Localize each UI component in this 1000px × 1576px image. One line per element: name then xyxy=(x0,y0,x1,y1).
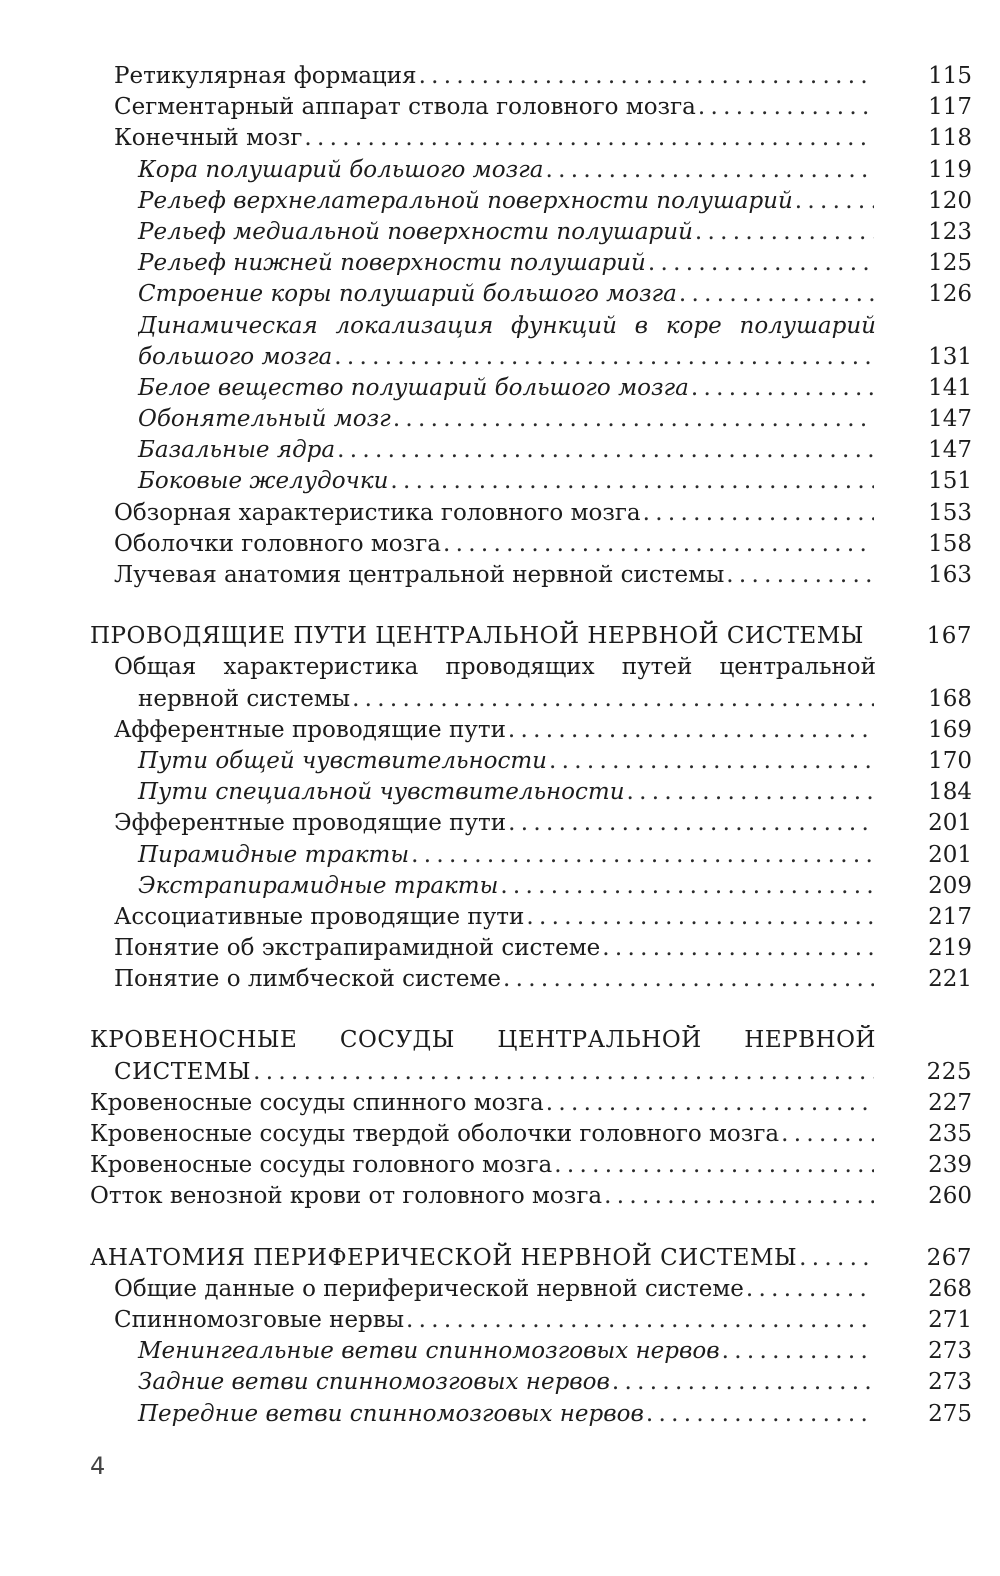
toc-entry-page: 125 xyxy=(928,250,972,277)
table-of-contents xyxy=(90,61,972,1430)
toc-entry-page: 158 xyxy=(928,530,972,557)
toc-entry-title: Обонятельный мозг xyxy=(138,406,391,433)
toc-entry xyxy=(90,92,972,123)
leader-dots xyxy=(722,1336,874,1367)
toc-entry-title: Понятие о лимбческой системе xyxy=(114,966,502,993)
page-number: 4 xyxy=(90,1452,106,1480)
toc-subentry xyxy=(90,404,972,435)
toc-entry-title: Кровеносные сосуды спинного мозга xyxy=(90,1089,544,1116)
leader-dots xyxy=(411,840,874,871)
toc-subentry xyxy=(90,1367,972,1398)
toc-entry-title: Экстрапирамидные тракты xyxy=(138,872,499,899)
toc-entry-title: Сегментарный аппарат ствола головного мозга xyxy=(114,94,696,121)
section-page: 225 xyxy=(926,1058,972,1085)
toc-entry-page: 275 xyxy=(928,1400,972,1427)
toc-entry-title: Пути специальной чувствительности xyxy=(138,779,625,806)
toc-entry-page: 260 xyxy=(928,1183,972,1210)
leader-dots xyxy=(334,342,874,373)
leader-dots xyxy=(695,217,874,248)
toc-entry-title-line2: большого мозга xyxy=(138,343,333,370)
toc-entry-title: Ассоциативные проводящие пути xyxy=(114,903,525,930)
toc-entry-title: Афферентные проводящие пути xyxy=(114,716,506,743)
leader-dots xyxy=(799,1243,874,1274)
toc-entry-page: 209 xyxy=(928,872,972,899)
leader-dots xyxy=(746,1274,874,1305)
toc-subentry xyxy=(90,466,972,497)
leader-dots xyxy=(337,435,874,466)
toc-entry xyxy=(90,1274,972,1305)
leader-dots xyxy=(554,1150,874,1181)
toc-entry-page: 118 xyxy=(928,125,972,152)
toc-subentry-multiline xyxy=(90,311,972,373)
toc-entry-page: 239 xyxy=(928,1152,972,1179)
leader-dots xyxy=(612,1367,874,1398)
leader-dots xyxy=(602,933,874,964)
leader-dots xyxy=(503,964,874,995)
leader-dots xyxy=(795,186,874,217)
toc-entry-title: Пути общей чувствительности xyxy=(138,747,547,774)
section-title-line2-row xyxy=(90,1057,972,1088)
leader-dots xyxy=(691,373,874,404)
toc-subentry xyxy=(90,155,972,186)
section-title: АНАТОМИЯ ПЕРИФЕРИЧЕСКОЙ НЕРВНОЙ СИСТЕМЫ xyxy=(90,1244,798,1271)
toc-entry-page: 219 xyxy=(928,935,972,962)
toc-entry xyxy=(90,529,972,560)
leader-dots xyxy=(443,529,874,560)
toc-entry-page: 147 xyxy=(928,437,972,464)
toc-entry xyxy=(90,1088,972,1119)
leader-dots xyxy=(508,808,874,839)
toc-entry-multiline xyxy=(90,652,972,714)
toc-entry-title: Пирамидные тракты xyxy=(138,841,410,868)
section-gap xyxy=(90,1213,972,1243)
leader-dots xyxy=(627,777,874,808)
leader-dots xyxy=(648,248,874,279)
toc-entry xyxy=(90,902,972,933)
toc-entry-title: Ретикулярная формация xyxy=(114,63,417,89)
toc-entry-page: 120 xyxy=(928,187,972,214)
toc-entry-line2 xyxy=(138,342,972,373)
toc-entry-page: 273 xyxy=(928,1369,972,1396)
toc-entry-page: 235 xyxy=(928,1121,972,1147)
toc-entry-page: 201 xyxy=(928,810,972,837)
section-gap xyxy=(90,591,972,621)
leader-dots xyxy=(352,684,874,715)
leader-dots xyxy=(500,871,874,902)
toc-entry-title-line2: нервной системы xyxy=(138,685,351,712)
toc-entry-title-line1 xyxy=(138,311,876,342)
toc-entry-page: 115 xyxy=(928,63,972,89)
toc-entry-page: 268 xyxy=(928,1275,972,1302)
toc-entry-page: 163 xyxy=(928,562,972,588)
toc-subentry xyxy=(90,777,972,808)
toc-entry-title: Оболочки головного мозга xyxy=(114,530,441,557)
toc-entry-line2 xyxy=(114,684,972,715)
section-title: ПРОВОДЯЩИЕ ПУТИ ЦЕНТРАЛЬНОЙ НЕРВНОЙ СИСТЕМЫ xyxy=(90,623,864,650)
toc-subentry xyxy=(90,871,972,902)
toc-entry-page: 170 xyxy=(928,747,972,774)
toc-subentry xyxy=(90,373,972,404)
leader-dots xyxy=(393,404,874,435)
toc-entry-title: Обзорная характеристика головного мозга xyxy=(114,499,641,526)
toc-entry-page: 141 xyxy=(928,374,972,401)
toc-entry-page: 117 xyxy=(928,94,972,121)
toc-entry-page: 131 xyxy=(928,343,972,370)
toc-entry-title: Передние ветви спинномозговых нервов xyxy=(138,1400,644,1427)
toc-entry-title: Рельеф верхнелатеральной поверхности полушарий xyxy=(138,187,793,214)
toc-entry-page: 119 xyxy=(928,156,972,183)
toc-entry-title: Общие данные о периферической нервной системе xyxy=(114,1275,744,1302)
toc-entry-title: Менингеальные ветви спинномозговых нервов xyxy=(138,1338,720,1365)
leader-dots xyxy=(604,1181,874,1212)
toc-entry-title: Строение коры полушарий большого мозга xyxy=(138,281,677,308)
toc-entry xyxy=(90,964,972,995)
toc-entry xyxy=(90,1119,972,1150)
toc-entry-title: Эфферентные проводящие пути xyxy=(114,810,507,837)
toc-entry-title-text: Общая характеристика проводящих путей центральной xyxy=(114,654,876,681)
section-page: 267 xyxy=(926,1244,972,1271)
leader-dots xyxy=(526,902,874,933)
toc-subentry xyxy=(90,186,972,217)
toc-entry-title-text: Динамическая локализация функций в коре полушарий xyxy=(138,312,876,339)
toc-section-heading xyxy=(90,1243,972,1274)
section-title-text: КРОВЕНОСНЫЕ СОСУДЫ ЦЕНТРАЛЬНОЙ НЕРВНОЙ xyxy=(90,1027,876,1054)
toc-entry-title: Боковые желудочки xyxy=(138,468,389,495)
toc-entry-page: 201 xyxy=(928,841,972,868)
toc-subentry xyxy=(90,840,972,871)
leader-dots xyxy=(253,1057,874,1088)
toc-entry-title: Рельеф медиальной поверхности полушарий xyxy=(138,218,693,245)
toc-entry-page: 151 xyxy=(928,468,972,495)
toc-entry xyxy=(90,1181,972,1212)
leader-dots xyxy=(646,1399,874,1430)
toc-entry-title: Кровеносные сосуды твердой оболочки головного мозга xyxy=(90,1121,780,1147)
toc-entry-title: Кровеносные сосуды головного мозга xyxy=(90,1152,553,1179)
toc-entry-title: Конечный мозг xyxy=(114,125,303,152)
toc-entry xyxy=(90,498,972,529)
toc-entry-page: 184 xyxy=(928,779,972,806)
toc-entry-title-line1 xyxy=(114,652,876,683)
toc-entry-title: Понятие об экстрапирамидной системе xyxy=(114,935,601,962)
toc-subentry xyxy=(90,217,972,248)
leader-dots xyxy=(679,279,874,310)
toc-section-heading xyxy=(90,1025,972,1087)
leader-dots xyxy=(698,92,874,123)
leader-dots xyxy=(508,715,874,746)
toc-entry xyxy=(90,123,972,154)
leader-dots xyxy=(304,123,874,154)
toc-subentry xyxy=(90,746,972,777)
toc-entry-page: 147 xyxy=(928,406,972,433)
toc-entry-page: 123 xyxy=(928,218,972,245)
toc-entry-page: 227 xyxy=(928,1089,972,1116)
toc-entry-title: Рельеф нижней поверхности полушарий xyxy=(138,250,646,277)
toc-entry-title: Базальные ядра xyxy=(138,437,336,464)
section-title-line2: СИСТЕМЫ xyxy=(114,1058,252,1085)
toc-entry-page: 126 xyxy=(928,281,972,308)
toc-entry-page: 169 xyxy=(928,716,972,743)
toc-entry-page: 153 xyxy=(928,499,972,526)
leader-dots xyxy=(643,498,874,529)
toc-section-heading xyxy=(90,621,972,652)
toc-subentry xyxy=(90,248,972,279)
leader-dots xyxy=(726,560,874,591)
toc-subentry xyxy=(90,435,972,466)
toc-entry-title: Задние ветви спинномозговых нервов xyxy=(138,1369,610,1396)
section-page: 167 xyxy=(926,623,972,650)
toc-entry-page: 168 xyxy=(928,685,972,712)
leader-dots xyxy=(549,746,874,777)
leader-dots xyxy=(545,155,874,186)
toc-entry-title: Лучевая анатомия центральной нервной системы xyxy=(114,562,725,588)
toc-entry xyxy=(90,808,972,839)
toc-entry-page: 217 xyxy=(928,903,972,930)
toc-entry-page: 271 xyxy=(928,1306,972,1333)
section-gap xyxy=(90,995,972,1025)
toc-entry xyxy=(90,715,972,746)
leader-dots xyxy=(390,466,874,497)
toc-entry-title: Спинномозговые нервы xyxy=(114,1306,405,1333)
toc-entry xyxy=(90,1150,972,1181)
toc-entry-title: Белое вещество полушарий большого мозга xyxy=(138,374,689,401)
toc-entry xyxy=(90,933,972,964)
leader-dots xyxy=(781,1119,874,1150)
toc-entry-page: 273 xyxy=(928,1338,972,1365)
leader-dots xyxy=(546,1088,874,1119)
leader-dots xyxy=(419,61,874,92)
toc-entry xyxy=(90,61,972,92)
toc-entry xyxy=(90,1305,972,1336)
toc-subentry xyxy=(90,1336,972,1367)
toc-subentry xyxy=(90,1399,972,1430)
toc-entry-title: Отток венозной крови от головного мозга xyxy=(90,1183,603,1210)
leader-dots xyxy=(406,1305,874,1336)
toc-entry xyxy=(90,560,972,591)
toc-entry-title: Кора полушарий большого мозга xyxy=(138,156,544,183)
toc-subentry xyxy=(90,279,972,310)
toc-entry-page: 221 xyxy=(928,966,972,993)
section-title-line1 xyxy=(90,1025,876,1056)
